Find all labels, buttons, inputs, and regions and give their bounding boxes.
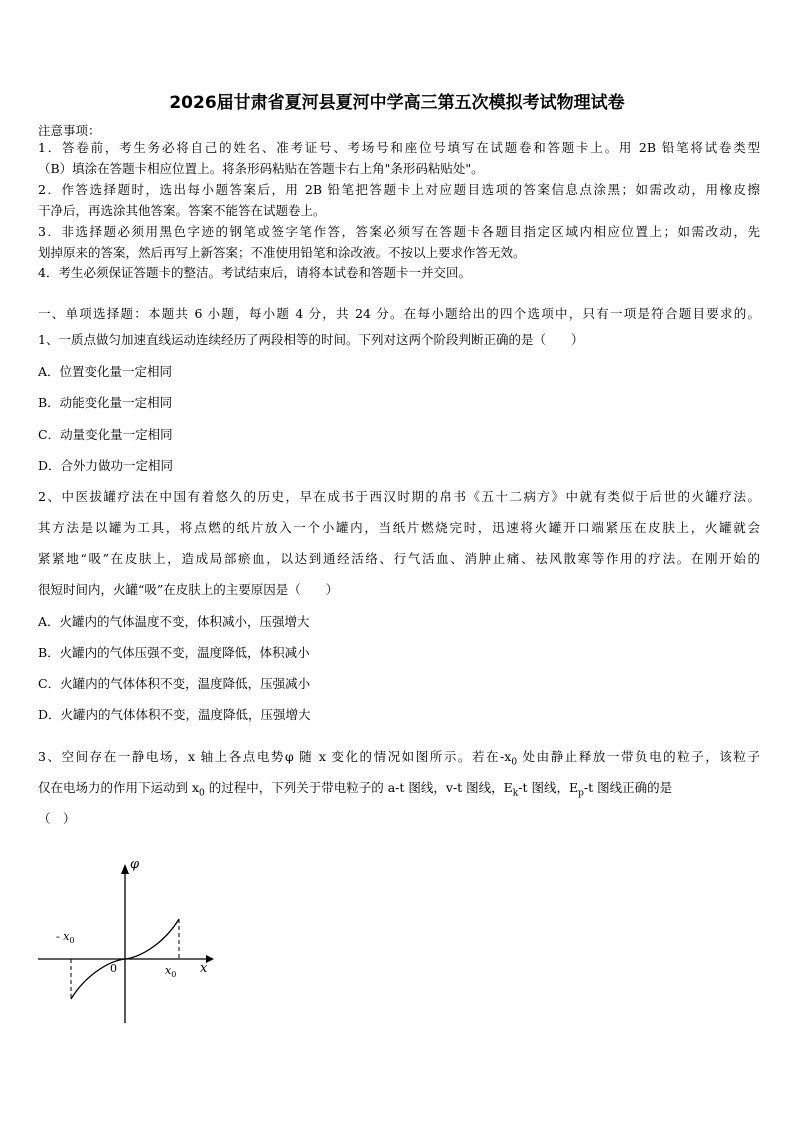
section-heading: 一、单项选择题：本题共 6 小题，每小题 4 分，共 24 分。在每小题给出的四个选项中，只有一项是符合题目要求的。 xyxy=(38,306,760,321)
q2-stem-line-2: 其方法是以罐为工具，将点燃的纸片放入一个小罐内，当纸片燃烧完时，迅速将火罐开口端紧压在皮肤上，火罐就会 xyxy=(38,520,760,535)
q3-stem-line-2: 仅在电场力的作用下运动到 $x_0$ 的过程中，下列关于带电粒子的 a-t 图线，v-t 图线，$E_k-t$ 图线，$E_p-t$ 图线正确的是 xyxy=(38,780,673,799)
q2-option-b: B．火罐内的气体压强不变，温度降低，体积减小 xyxy=(38,645,310,660)
neg-x0-label: - $x_0$ xyxy=(56,930,75,945)
q1-option-d: D．合外力做功一定相同 xyxy=(38,458,174,473)
q1-stem: 1、一质点做匀加速直线运动连续经历了两段相等的时间。下列对这两个阶段判断正确的是（ ） xyxy=(38,332,584,347)
notice-line-2: （B）填涂在答题卡相应位置上。将条形码粘贴在答题卡右上角"条形码粘贴处"。 xyxy=(38,161,484,176)
q2-option-a: A．火罐内的气体温度不变，体积减小，压强增大 xyxy=(38,614,310,629)
q1-option-c: C．动量变化量一定相同 xyxy=(38,427,173,442)
q2-option-c: C．火罐内的气体体积不变，温度降低，压强减小 xyxy=(38,676,311,691)
q3-stem-line-1: 3、空间存在一静电场，x 轴上各点电势φ 随 x 变化的情况如图所示。若在$-x_0$ 处由静止释放一带负电的粒子，该粒子 xyxy=(38,749,760,768)
exam-title: 2026届甘肃省夏河县夏河中学高三第五次模拟考试物理试卷 xyxy=(169,93,625,113)
q1-option-a: A．位置变化量一定相同 xyxy=(38,364,173,379)
q2-stem-line-4: 很短时间内，火罐“吸”在皮肤上的主要原因是（ ） xyxy=(38,582,339,597)
notice-heading: 注意事项： xyxy=(38,123,101,138)
q1-option-b: B．动能变化量一定相同 xyxy=(38,395,173,410)
notice-line-3: 2．作答选择题时，选出每小题答案后，用 2B 铅笔把答题卡上对应题目选项的答案信息点涂黑；如需改动，用橡皮擦 xyxy=(38,182,760,197)
origin-label: 0 xyxy=(110,962,117,975)
q3-stem-line-3: （ ） xyxy=(38,811,76,826)
y-axis-label: φ xyxy=(130,857,140,872)
q2-option-d: D．火罐内的气体体积不变，温度降低，压强增大 xyxy=(38,707,311,722)
notice-line-7: 4．考生必须保证答题卡的整洁。考试结束后，请将本试卷和答题卡一并交回。 xyxy=(38,265,471,280)
y-axis-arrow xyxy=(121,864,129,874)
q2-stem-line-1: 2、中医拔罐疗法在中国有着悠久的历史，早在成书于西汉时期的帛书《五十二病方》中就有类似于后世的火罐疗法。 xyxy=(38,489,760,504)
notice-line-4: 干净后，再选涂其他答案。答案不能答在试题卷上。 xyxy=(38,203,326,218)
notice-line-1: 1．答卷前，考生务必将自己的姓名、准考证号、考场号和座位号填写在试题卷和答题卡上。用 2B 铅笔将试卷类型 xyxy=(38,140,760,155)
x-axis-label: x xyxy=(200,961,208,976)
notice-line-5: 3．非选择题必须用黑色字迹的钢笔或签字笔作答，答案必须写在答题卡各题目指定区域内相应位置上；如需改动，先 xyxy=(38,224,760,239)
notice-line-6: 划掉原来的答案，然后再写上新答案；不准使用铅笔和涂改液。不按以上要求作答无效。 xyxy=(38,245,526,260)
q2-stem-line-3: 紧紧地“吸”在皮肤上，造成局部瘀血，以达到通经活络、行气活血、消肿止痛、祛风散寒等作用的疗法。在刚开始的 xyxy=(38,551,760,566)
potential-graph xyxy=(30,848,220,1028)
pos-x0-label: $x_0$ xyxy=(165,964,177,979)
